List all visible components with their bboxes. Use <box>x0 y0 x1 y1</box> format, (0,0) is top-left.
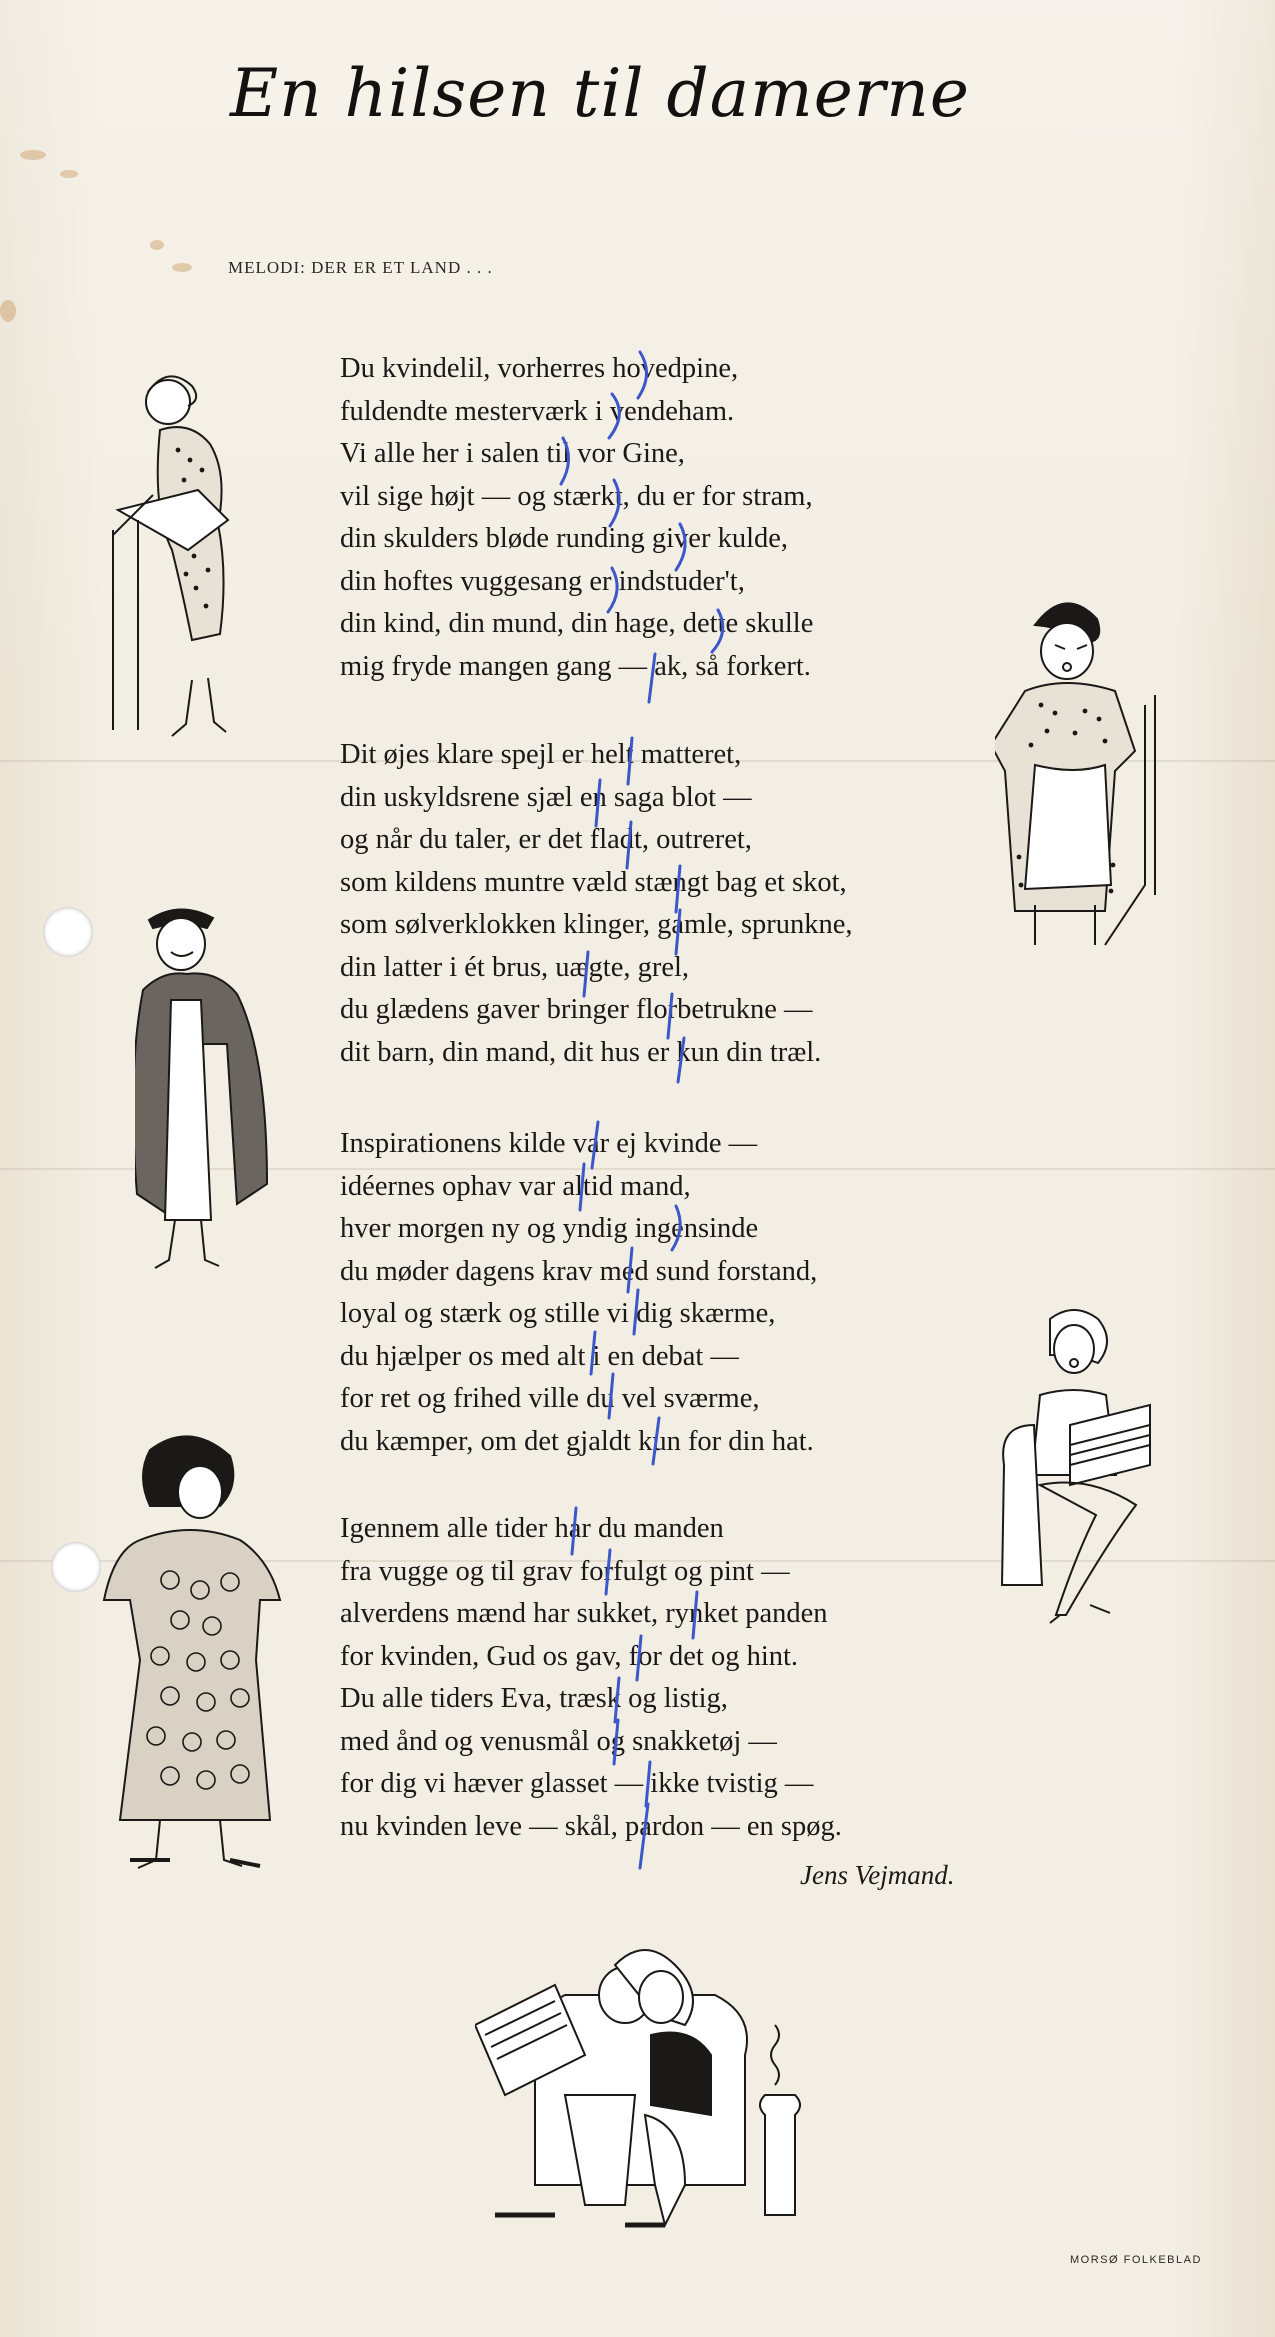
stanza-2 <box>340 734 960 1074</box>
verse-line: din latter i ét brus, uægte, grel, <box>340 951 690 983</box>
verse-line: mig fryde mangen gang — ak, så forkert. <box>340 650 811 682</box>
verse-line: som sølverklokken klinger, gamle, sprunkne, <box>340 909 853 940</box>
page-title: En hilsen til damerne <box>230 55 970 132</box>
verse-line: for kvinden, Gud os gav, for det og hint. <box>340 1640 799 1672</box>
punch-hole <box>51 1542 101 1592</box>
verse-line: som kildens muntre væld stængt bag et skot, <box>340 866 847 898</box>
stanza-4 <box>340 1508 960 1848</box>
verse-line: Inspirationens kilde var ej kvinde — <box>340 1128 758 1159</box>
verse-line: du hjælper os med alt i en debat — <box>340 1340 739 1372</box>
verse-line: Dit øjes klare spejl er helt matteret, <box>340 739 742 770</box>
verse-line: du møder dagens krav med sund forstand, <box>340 1255 818 1287</box>
verse-line: dit barn, din mand, dit hus er kun din træl. <box>340 1036 822 1068</box>
stain <box>0 300 16 322</box>
verse-line: alverdens mænd har sukket, rynket panden <box>340 1598 828 1629</box>
verse-line: hver morgen ny og yndig ingensinde <box>340 1213 759 1244</box>
woman-in-patterned-dress-illustration <box>100 1430 285 1890</box>
verse-line: idéernes ophav var altid mand, <box>340 1170 691 1202</box>
verse-line: du glædens gaver bringer florbetrukne — <box>340 994 813 1025</box>
verse-line: med ånd og venusmål og snakketøj — <box>340 1725 777 1757</box>
verse-line: vil sige højt — og stærkt, du er for stram, <box>340 480 813 512</box>
angry-woman-in-apron-illustration <box>995 595 1165 955</box>
verse-line: din kind, din mund, din hage, dette skulle <box>340 608 814 639</box>
verse-line: du kæmper, om det gjaldt kun for din hat. <box>340 1425 814 1457</box>
verse-line: Igennem alle tider har du manden <box>340 1513 724 1544</box>
verse-line: fra vugge og til grav forfulgt og pint — <box>340 1555 790 1587</box>
woman-washing-dishes-illustration <box>108 360 288 750</box>
couple-in-armchair-illustration <box>475 1935 825 2245</box>
stanza-3 <box>340 1123 960 1463</box>
verse-line: loyal og stærk og stille vi dig skærme, <box>340 1298 776 1329</box>
verse-line: fuldendte mesterværk i vendeham. <box>340 395 735 427</box>
verse-line: din hoftes vuggesang er indstuder't, <box>340 565 745 597</box>
melody-note: MELODI: DER ER ET LAND . . . <box>228 258 493 277</box>
stain <box>150 240 164 250</box>
verse-line: nu kvinden leve — skål, pardon — en spøg. <box>340 1810 842 1842</box>
verse-line: og når du taler, er det fladt, outreret, <box>340 824 752 855</box>
stain <box>20 150 46 160</box>
punch-hole <box>43 907 93 957</box>
woman-reading-in-armchair-illustration <box>1000 1305 1155 1625</box>
stain <box>172 263 192 272</box>
verse-line: for ret og frihed ville du vel sværme, <box>340 1383 760 1414</box>
verse-line: Du alle tiders Eva, træsk og listig, <box>340 1683 728 1714</box>
verse-line: Du kvindelil, vorherres hovedpine, <box>340 353 739 384</box>
woman-in-fur-coat-illustration <box>135 900 300 1275</box>
stanza-1 <box>340 348 960 688</box>
verse-line: for dig vi hæver glasset — ikke tvistig — <box>340 1768 814 1799</box>
verse-line: din skulders bløde runding giver kulde, <box>340 523 789 554</box>
printer-credit: MORSØ FOLKEBLAD <box>1070 2254 1202 2266</box>
verse-line: Vi alle her i salen til vor Gine, <box>340 438 685 469</box>
author-signature: Jens Vejmand. <box>800 1860 955 1890</box>
stain <box>60 170 78 178</box>
verse-line: din uskyldsrene sjæl en saga blot — <box>340 781 752 813</box>
